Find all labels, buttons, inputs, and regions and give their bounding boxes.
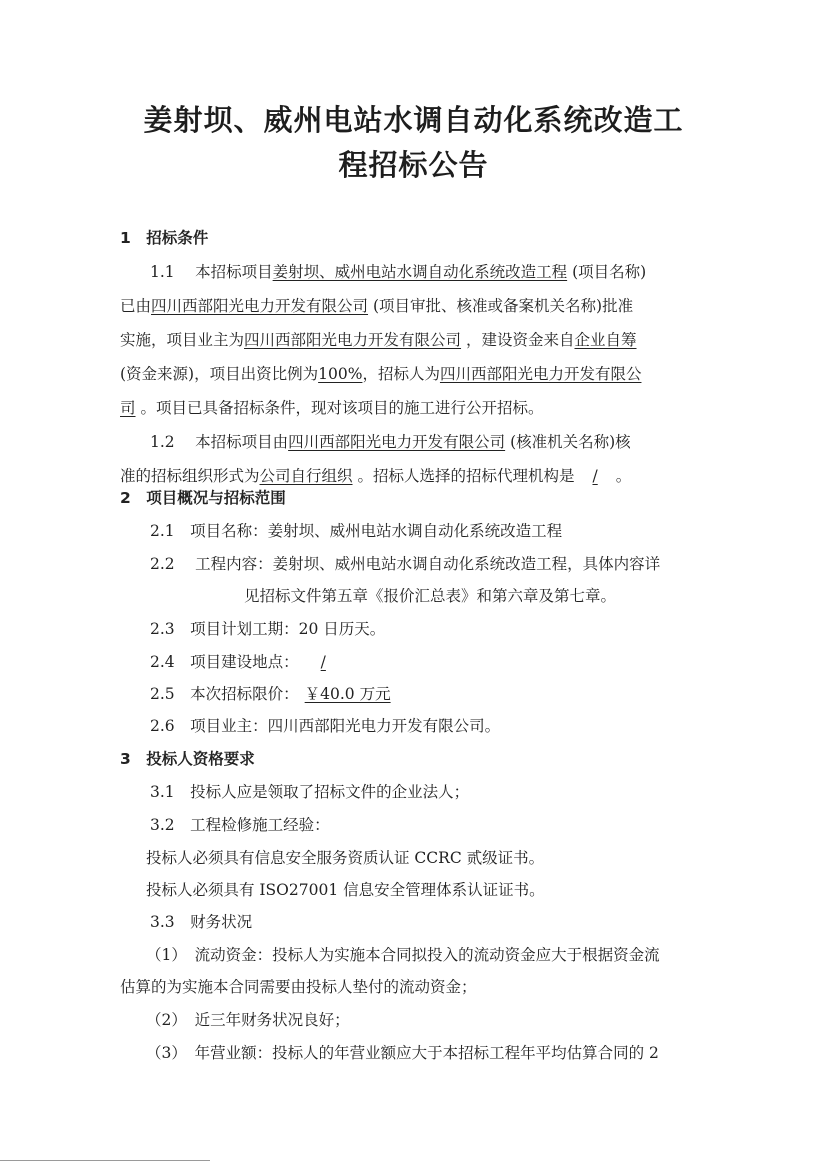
project-name: 姜射坝、威州电站水调自动化系统改造工程	[272, 263, 568, 281]
item-2-1: 2.1 项目名称：姜射坝、威州电站水调自动化系统改造工程	[150, 522, 563, 540]
item-2-6: 2.6 项目业主：四川西部阳光电力开发有限公司。	[150, 717, 501, 735]
finance-1-line-2: 估算的为实施本合同需要由投标人垫付的流动资金；	[120, 978, 477, 996]
funding-ratio: 100%	[318, 365, 363, 383]
text: (资金来源)，项目出资比例为	[120, 365, 319, 383]
text: ，招标人为	[362, 365, 440, 383]
doc-title-line-2: 程招标公告	[338, 148, 489, 182]
section-1-heading: 1 招标条件	[120, 229, 209, 247]
label: 2.5 本次招标限价：	[150, 685, 299, 703]
clause-number: 1.1	[150, 263, 175, 281]
bottom-edge-rule	[0, 1160, 210, 1161]
location-value: /	[320, 653, 326, 671]
agent-name: /	[592, 467, 598, 485]
p11-line-3	[120, 330, 637, 350]
item-3-2: 3.2 工程检修施工经验：	[150, 816, 330, 834]
text: 已由	[120, 297, 152, 315]
p12-line-1	[150, 432, 631, 452]
section-2-heading: 2 项目概况与招标范围	[120, 489, 286, 507]
p11-line-1	[150, 262, 646, 282]
item-2-2-line-1: 2.2 工程内容：姜射坝、威州电站水调自动化系统改造工程，具体内容详	[150, 555, 661, 573]
approver-name: 四川西部阳光电力开发有限公司	[151, 297, 369, 315]
doc-title-line-1: 姜射坝、威州电站水调自动化系统改造工	[143, 103, 684, 137]
item-3-1: 3.1 投标人应是领取了招标文件的企业法人；	[150, 783, 470, 801]
text: 本招标项目	[195, 263, 273, 281]
text: (项目审批、核准或备案机关名称)批准	[372, 297, 634, 315]
finance-2: （2） 近三年财务状况良好；	[146, 1011, 350, 1029]
requirement-iso27001: 投标人必须具有 ISO27001 信息安全管理体系认证证书。	[146, 881, 545, 899]
item-2-4	[150, 652, 348, 672]
text: 。	[615, 467, 632, 485]
finance-1-line-1: （1） 流动资金：投标人为实施本合同拟投入的流动资金应大于根据资金流	[146, 946, 660, 964]
tenderer-name-cont: 司	[120, 399, 136, 417]
label: 2.4 项目建设地点：	[150, 653, 299, 671]
text: (项目名称)	[572, 263, 647, 281]
item-2-3: 2.3 项目计划工期：20 日历天。	[150, 620, 386, 638]
finance-3: （3） 年营业额：投标人的年营业额应大于本招标工程年平均估算合同的 2	[146, 1044, 659, 1062]
item-2-5	[150, 684, 397, 704]
item-3-3: 3.3 财务状况	[150, 913, 253, 931]
text: (核准机关名称)核	[510, 433, 631, 451]
p11-line-5	[120, 398, 543, 418]
text: 。项目已具备招标条件，现对该项目的施工进行公开招标。	[140, 399, 544, 417]
clause-number: 1.2	[150, 433, 175, 451]
price-limit-value: ￥40.0 万元	[304, 685, 391, 703]
tenderer-name: 四川西部阳光电力开发有限公	[439, 365, 642, 383]
org-name: 四川西部阳光电力开发有限公司	[288, 433, 506, 451]
tender-form: 公司自行组织	[259, 467, 353, 485]
owner-name: 四川西部阳光电力开发有限公司	[244, 331, 462, 349]
text: 实施，项目业主为	[120, 331, 245, 349]
requirement-ccrc: 投标人必须具有信息安全服务资质认证 CCRC 贰级证书。	[146, 849, 545, 867]
text: 。招标人选择的招标代理机构是	[357, 467, 575, 485]
section-3-heading: 3 投标人资格要求	[120, 750, 255, 768]
p11-line-2	[120, 296, 633, 316]
text: 本招标项目由	[195, 433, 289, 451]
text: 准的招标组织形式为	[120, 467, 260, 485]
item-2-2-line-2: 见招标文件第五章《报价汇总表》和第六章及第七章。	[244, 587, 617, 605]
p12-line-2	[120, 466, 631, 486]
text: ，建设资金来自	[465, 331, 575, 349]
fund-source: 企业自筹	[574, 331, 637, 349]
p11-line-4	[120, 364, 641, 384]
